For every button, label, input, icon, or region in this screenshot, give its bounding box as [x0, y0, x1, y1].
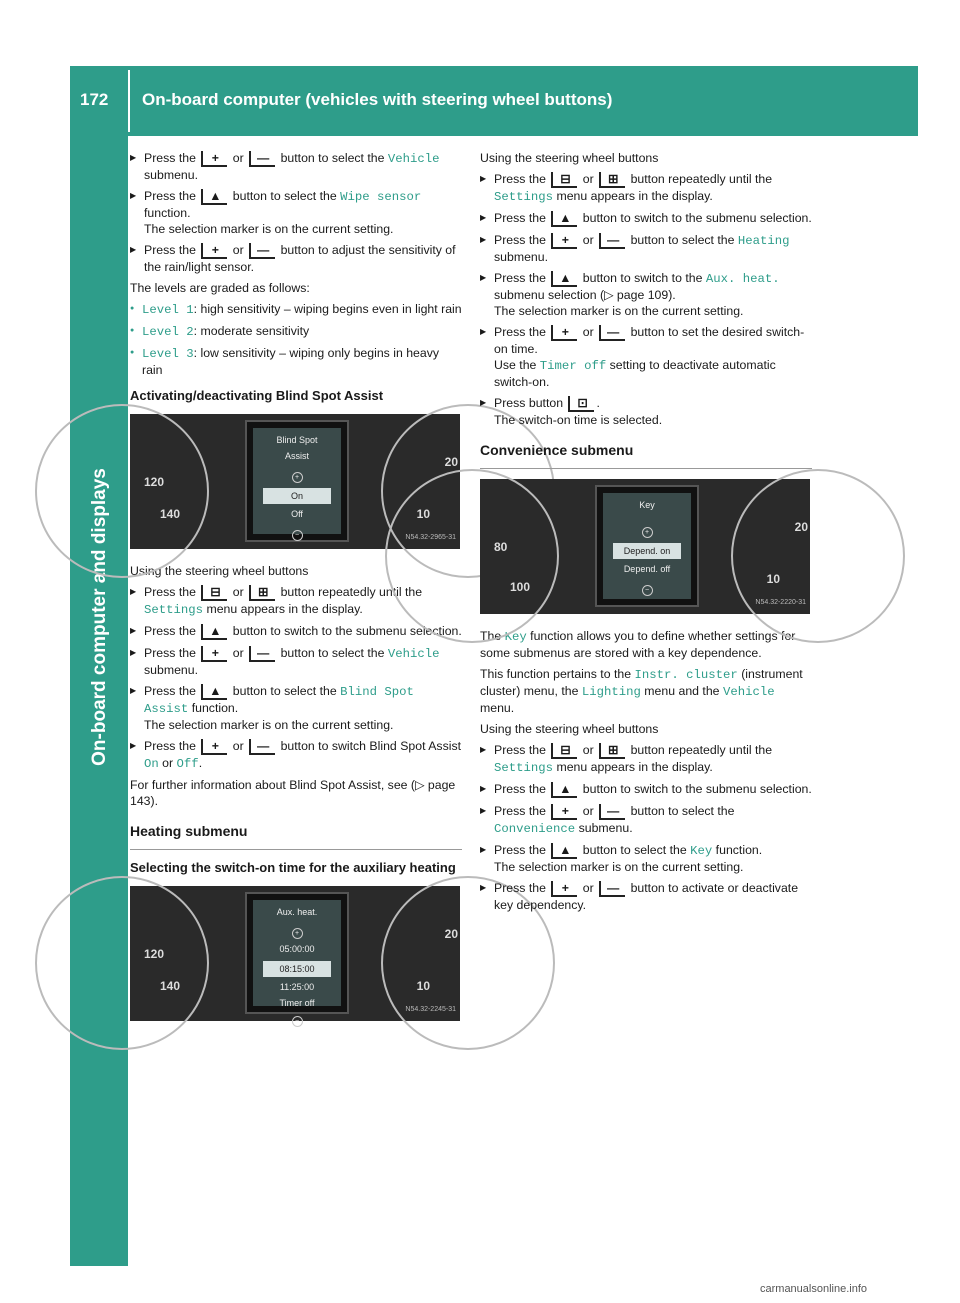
- blind-spot-display-image: 120 140 20 10 Blind Spot Assist + On Off − N54.32-2965-31: [130, 414, 460, 549]
- plus-icon: +: [551, 325, 577, 341]
- step-switch-on-off: ▶ Press the + or — button to switch Blind Spot Assist On or Off.: [130, 738, 462, 772]
- step-submenu: ▶ Press the ▲ button to switch to the submenu selection.: [480, 781, 812, 798]
- key-scope: This function pertains to the Instr. cluster (instrument cluster) menu, the Lighting menu and the Vehicle menu.: [480, 667, 803, 715]
- ok-icon: ⊡: [568, 396, 594, 412]
- right-column: [480, 150, 812, 918]
- display-screen: Key + Depend. on Depend. off −: [595, 485, 699, 607]
- speedometer-dial: [35, 404, 209, 578]
- side-tab: [70, 136, 128, 1266]
- step-select-wipe: ▶ Press the ▲ button to select the Wipe sensor function. The selection marker is on the current setting.: [130, 188, 462, 237]
- page-number: 172: [80, 90, 109, 109]
- minus-icon: —: [249, 646, 275, 662]
- up-arrow-icon: ▲: [551, 211, 577, 227]
- minus-circle-icon: −: [642, 585, 653, 596]
- step-settings-menu: ▶ Press the ⊟ or ⊞ button repeatedly until the Settings menu appears in the display.: [480, 171, 812, 205]
- minus-icon: —: [599, 804, 625, 820]
- speedometer-dial: [385, 469, 559, 643]
- step-blind-spot: ▶ Press the ▲ button to select the Blind Spot Assist function. The selection marker is on the current setting.: [130, 683, 462, 733]
- display-screen: Aux. heat. + 05:00:00 08:15:00 11:25:00 Timer off −: [245, 892, 349, 1014]
- up-arrow-icon: ▲: [201, 684, 227, 700]
- level-1: ● Level 1: high sensitivity – wiping begins even in light rain: [130, 301, 462, 318]
- using-buttons-label: Using the steering wheel buttons: [480, 722, 659, 736]
- menu-right-icon: ⊞: [599, 743, 625, 759]
- header-divider: [128, 70, 130, 132]
- bsa-heading: Activating/deactivating Blind Spot Assist: [130, 388, 384, 403]
- step-settings-menu: ▶ Press the ⊟ or ⊞ button repeatedly until the Settings menu appears in the display.: [480, 742, 812, 776]
- step-vehicle: ▶ Press the + or — button to select the Vehicle submenu.: [130, 645, 462, 678]
- up-arrow-icon: ▲: [201, 624, 227, 640]
- minus-icon: —: [249, 151, 275, 167]
- step-heating: ▶ Press the + or — button to select the Heating submenu.: [480, 232, 812, 265]
- level-3: ● Level 3: low sensitivity – wiping only begins in heavy rain: [130, 345, 462, 378]
- aux-heat-display-image: 120 140 20 10 Aux. heat. + 05:00:00 08:15:00 11:25:00 Timer off − N54.32-2245-31: [130, 886, 460, 1021]
- up-arrow-icon: ▲: [551, 271, 577, 287]
- plus-circle-icon: +: [292, 472, 303, 483]
- step-set-time: ▶ Press the + or — button to set the desired switch-on time. Use the Timer off setting to deactivate automatic switch-on.: [480, 324, 812, 390]
- plus-icon: +: [201, 151, 227, 167]
- plus-icon: +: [201, 739, 227, 755]
- plus-icon: +: [551, 804, 577, 820]
- display-screen: Blind Spot Assist + On Off −: [245, 420, 349, 542]
- up-arrow-icon: ▲: [551, 843, 577, 859]
- step-confirm: ▶ Press button ⊡ . The switch-on time is selected.: [480, 395, 812, 428]
- plus-icon: +: [551, 881, 577, 897]
- key-description: The Key function allows you to define whether settings for some submenus are stored with a key dependence.: [480, 629, 796, 660]
- plus-icon: +: [201, 243, 227, 259]
- up-arrow-icon: ▲: [201, 189, 227, 205]
- level-2: ● Level 2: moderate sensitivity: [130, 323, 462, 340]
- step-convenience: ▶ Press the + or — button to select the Convenience submenu.: [480, 803, 812, 837]
- heating-heading: Heating submenu: [130, 823, 462, 850]
- minus-icon: —: [249, 739, 275, 755]
- plus-icon: +: [551, 233, 577, 249]
- speedometer-dial: [35, 876, 209, 1050]
- step-settings-menu: ▶ Press the ⊟ or ⊞ button repeatedly until the Settings menu appears in the display.: [130, 584, 462, 618]
- minus-icon: —: [599, 233, 625, 249]
- plus-circle-icon: +: [642, 527, 653, 538]
- minus-circle-icon: −: [292, 530, 303, 541]
- using-buttons-label: Using the steering wheel buttons: [480, 151, 659, 165]
- minus-icon: —: [599, 325, 625, 341]
- step-submenu: ▶ Press the ▲ button to switch to the submenu selection.: [480, 210, 812, 227]
- using-buttons-label: Using the steering wheel buttons: [130, 564, 309, 578]
- key-display-image: 80 100 20 10 Key + Depend. on Depend. off − N54.32-2220-31: [480, 479, 810, 614]
- footer-watermark: carmanualsonline.info: [760, 1283, 868, 1295]
- page-title: On-board computer (vehicles with steering wheel buttons): [142, 90, 613, 109]
- side-tab-label: On-board computer and displays: [89, 468, 110, 766]
- plus-icon: +: [201, 646, 227, 662]
- further-info: For further information about Blind Spot Assist, see (▷ page 143).: [130, 778, 456, 808]
- aux-heading: Selecting the switch-on time for the auxiliary heating: [130, 860, 456, 875]
- levels-intro: The levels are graded as follows:: [130, 281, 310, 295]
- menu-right-icon: ⊞: [599, 172, 625, 188]
- step-submenu: ▶ Press the ▲ button to switch to the submenu selection.: [130, 623, 462, 640]
- menu-left-icon: ⊟: [201, 585, 227, 601]
- minus-icon: —: [249, 243, 275, 259]
- minus-icon: —: [599, 881, 625, 897]
- menu-left-icon: ⊟: [551, 172, 577, 188]
- step-select-vehicle: ▶ Press the + or — button to select the Vehicle submenu.: [130, 150, 462, 183]
- step-key-dependency: ▶ Press the + or — button to activate or deactivate key dependency.: [480, 880, 812, 913]
- menu-left-icon: ⊟: [551, 743, 577, 759]
- step-aux-heat: ▶ Press the ▲ button to switch to the Aux. heat. submenu selection (▷ page 109). The selection marker is on the current setting.: [480, 270, 812, 319]
- tachometer-dial: [731, 469, 905, 643]
- convenience-heading: Convenience submenu: [480, 442, 812, 469]
- menu-right-icon: ⊞: [249, 585, 275, 601]
- step-adjust-sensitivity: ▶ Press the + or — button to adjust the sensitivity of the rain/light sensor.: [130, 242, 462, 275]
- plus-circle-icon: +: [292, 928, 303, 939]
- minus-circle-icon: −: [292, 1016, 303, 1027]
- step-key: ▶ Press the ▲ button to select the Key function. The selection marker is on the current setting.: [480, 842, 812, 875]
- up-arrow-icon: ▲: [551, 782, 577, 798]
